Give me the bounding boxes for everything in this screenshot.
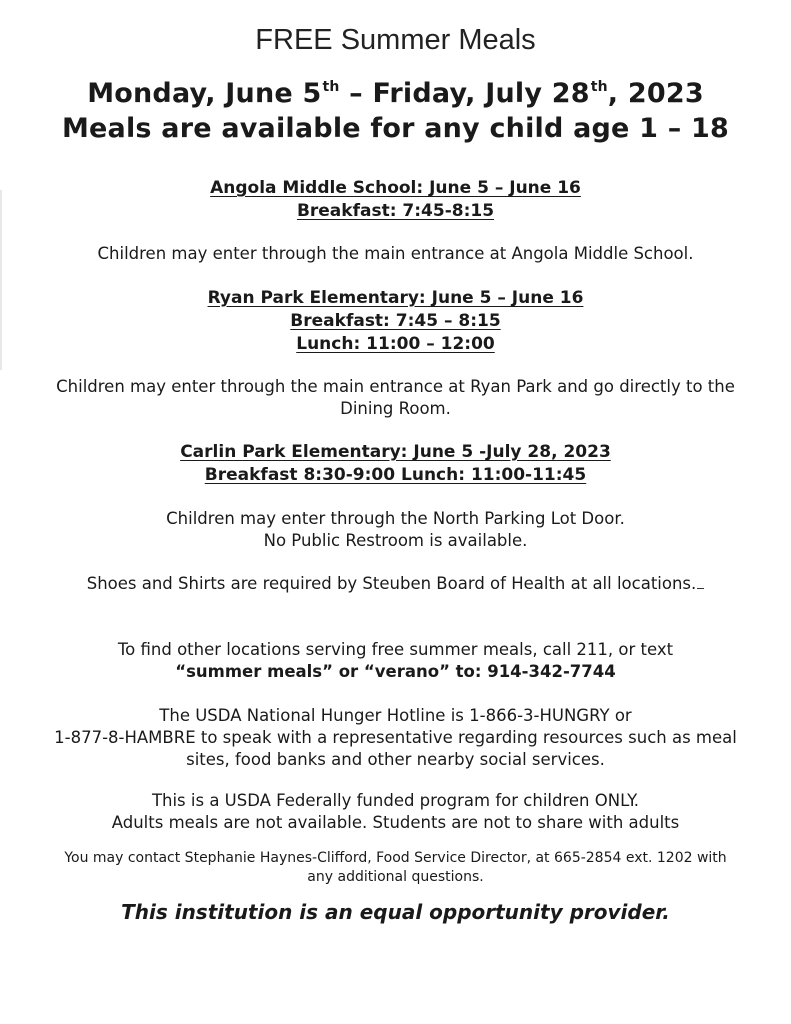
other-locations-line1: To find other locations serving free summer meals, call 211, or text	[117, 640, 674, 659]
hotline-line3: sites, food banks and other nearby social services.	[186, 750, 605, 769]
hotline-line2: 1-877-8-HAMBRE to speak with a representative regarding resources such as meal	[54, 728, 737, 747]
carlin-hours: Breakfast 8:30-9:00 Lunch: 11:00-11:45	[204, 465, 587, 485]
angola-note: Children may enter through the main entrance at Angola Middle School.	[97, 244, 694, 263]
date-year: , 2023	[607, 78, 704, 109]
angola-heading: Angola Middle School: June 5 – June 16	[210, 178, 581, 198]
date-start-suffix: th	[322, 79, 340, 95]
date-end-suffix: th	[590, 79, 608, 95]
date-end: – Friday, July 28	[339, 78, 590, 109]
date-range-heading	[0, 78, 791, 109]
ryan-breakfast: Breakfast: 7:45 – 8:15	[290, 311, 501, 331]
shoes-shirts-text: Shoes and Shirts are required by Steuben Board of Health at all locations.	[86, 574, 697, 593]
contact-line2: any additional questions.	[307, 869, 484, 885]
carlin-heading: Carlin Park Elementary: June 5 -July 28, 2023	[180, 442, 611, 462]
ryan-note-line1: Children may enter through the main entrance at Ryan Park and go directly to the	[56, 377, 735, 396]
angola-breakfast: Breakfast: 7:45-8:15	[296, 201, 495, 221]
date-start: Monday, June 5	[87, 78, 322, 109]
program-line2: Adults meals are not available. Students are not to share with adults	[111, 813, 680, 832]
ryan-heading: Ryan Park Elementary: June 5 – June 16	[207, 288, 584, 308]
program-line1: This is a USDA Federally funded program for children ONLY.	[151, 791, 640, 810]
ryan-note-line2: Dining Room.	[340, 399, 451, 418]
hotline-line1: The USDA National Hunger Hotline is 1-866-3-HUNGRY or	[159, 706, 632, 725]
other-locations-line2: “summer meals” or “verano” to: 914-342-7744	[175, 662, 616, 681]
page-title: FREE Summer Meals	[255, 24, 536, 56]
contact-line1: You may contact Stephanie Haynes-Clifford, Food Service Director, at 665-2854 ext. 1202 with	[64, 850, 727, 866]
carlin-note-line2: No Public Restroom is available.	[263, 531, 528, 550]
equal-opportunity-statement: This institution is an equal opportunity provider.	[121, 900, 670, 924]
carlin-note-line1: Children may enter through the North Parking Lot Door.	[166, 509, 625, 528]
underscore-mark	[697, 574, 704, 589]
shoes-shirts-note	[0, 574, 791, 593]
eligibility-heading: Meals are available for any child age 1 – 18	[61, 113, 730, 144]
ryan-lunch: Lunch: 11:00 – 12:00	[296, 334, 495, 354]
